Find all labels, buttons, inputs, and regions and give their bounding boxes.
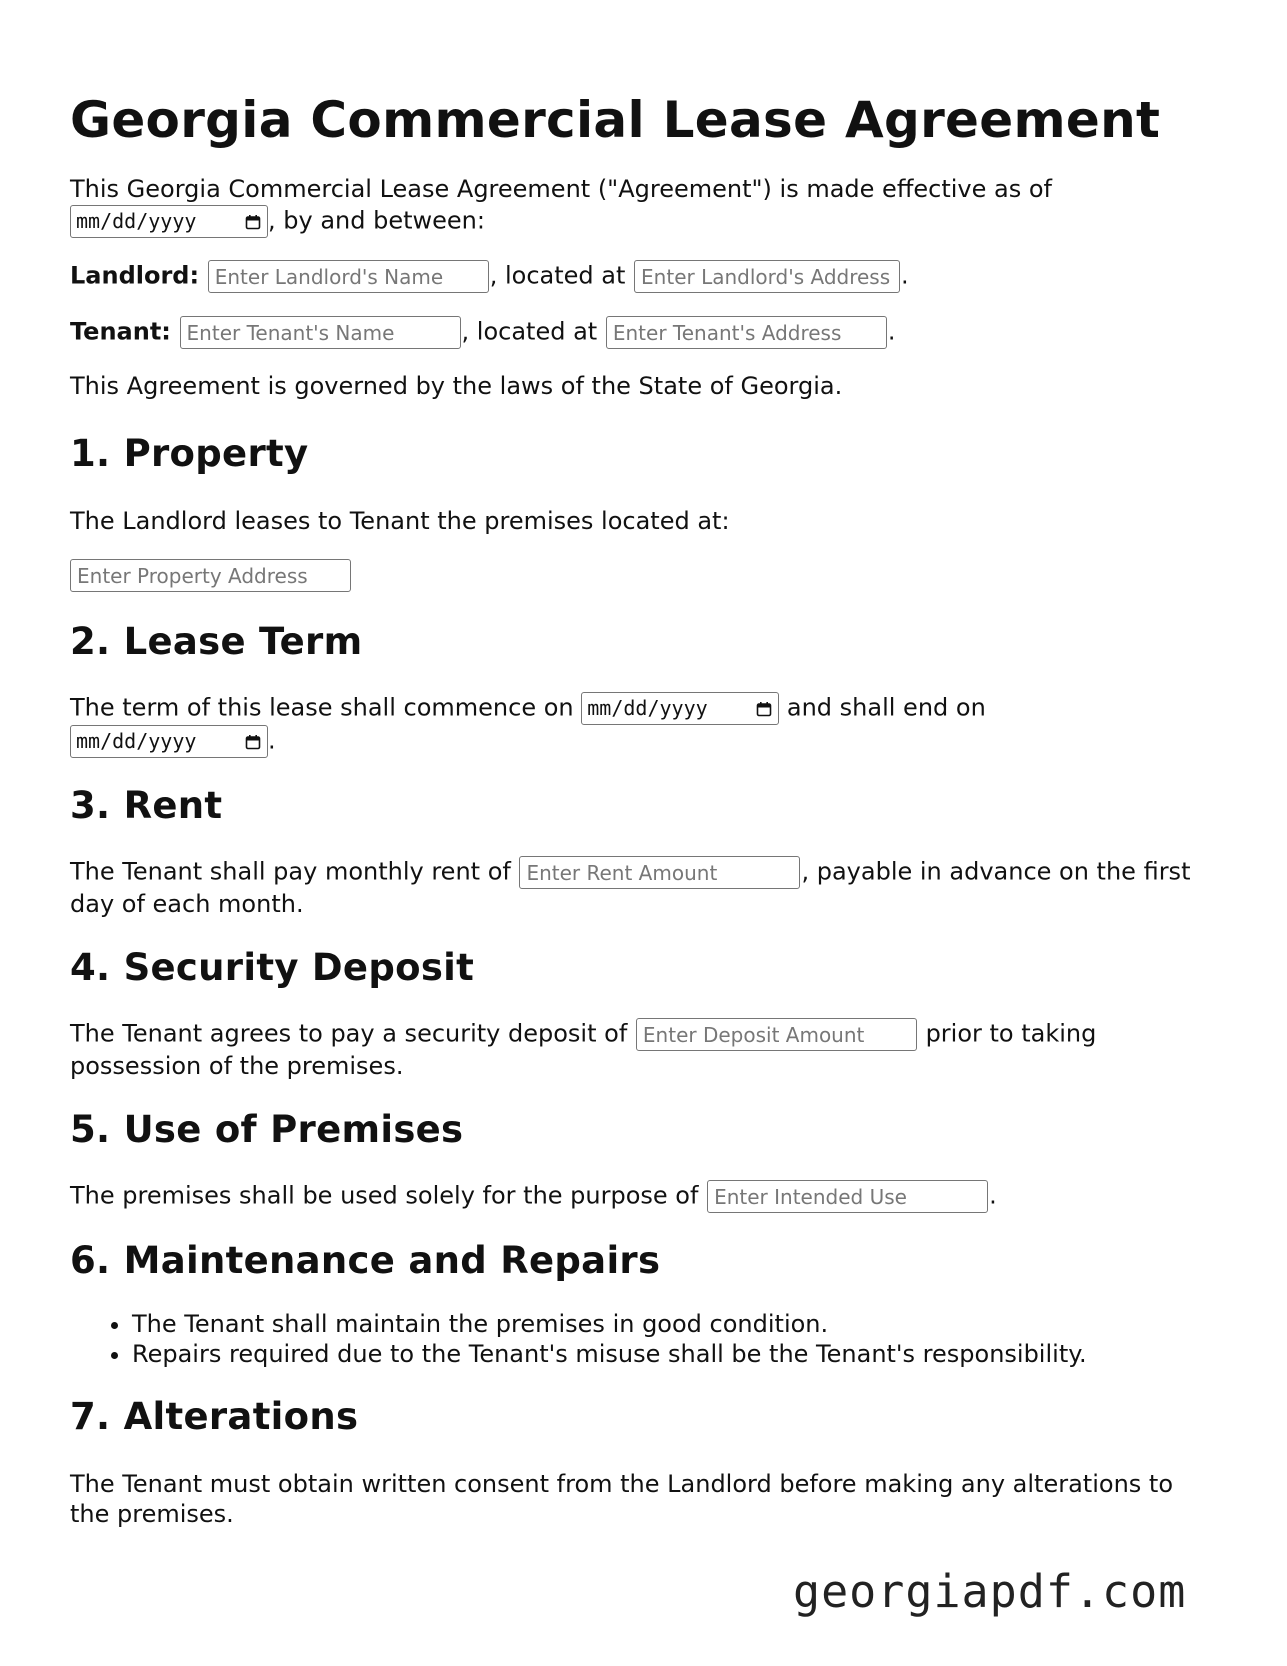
document-title: Georgia Commercial Lease Agreement xyxy=(70,91,1161,149)
tenant-line xyxy=(70,316,1220,349)
landlord-line xyxy=(70,260,1220,293)
tenant-name-input[interactable] xyxy=(180,316,461,349)
lease-end-placeholder: mm/dd/yyyy xyxy=(76,729,197,753)
deposit-paragraph xyxy=(70,1018,1220,1082)
deposit-text: The Tenant agrees to pay a security deposit of xyxy=(70,1019,628,1048)
use-end: . xyxy=(989,1181,997,1210)
watermark-text: georgiapdf.com xyxy=(793,1565,1187,1618)
landlord-name-input[interactable] xyxy=(208,260,489,293)
tenant-label: Tenant: xyxy=(70,317,171,346)
lease-term-text: The term of this lease shall commence on xyxy=(70,693,574,722)
governing-law-text: This Agreement is governed by the laws of the State of Georgia. xyxy=(70,372,843,400)
list-item: • Repairs required due to the Tenant's misuse shall be the Tenant's responsibility. xyxy=(132,1339,1220,1369)
use-text: The premises shall be used solely for the purpose of xyxy=(70,1181,699,1210)
intro-paragraph xyxy=(70,174,1220,238)
lease-start-placeholder: mm/dd/yyyy xyxy=(587,696,708,720)
rent-text: The Tenant shall pay monthly rent of xyxy=(70,857,511,886)
tenant-located-at: , located at xyxy=(461,317,598,346)
use-paragraph xyxy=(70,1180,1220,1213)
tenant-line-end: . xyxy=(887,317,896,346)
calendar-icon[interactable] xyxy=(756,701,772,717)
section-heading-alterations: 7. Alterations xyxy=(70,1395,359,1438)
maintenance-list xyxy=(70,1309,1220,1369)
intended-use-input[interactable] xyxy=(707,1180,988,1213)
effective-date-input[interactable] xyxy=(70,205,268,238)
deposit-amount-input[interactable] xyxy=(636,1018,917,1051)
rent-amount-input[interactable] xyxy=(519,856,800,889)
lease-term-end: . xyxy=(268,726,276,755)
landlord-label: Landlord: xyxy=(70,261,200,290)
rent-text-after: , payable in advance on the first day of each month. xyxy=(70,857,1191,918)
section-heading-maintenance: 6. Maintenance and Repairs xyxy=(70,1239,661,1282)
section-heading-lease-term: 2. Lease Term xyxy=(70,620,363,663)
landlord-located-at: , located at xyxy=(489,261,626,290)
calendar-icon[interactable] xyxy=(245,734,261,750)
property-address-line xyxy=(70,559,1220,592)
section-heading-use-of-premises: 5. Use of Premises xyxy=(70,1108,464,1151)
property-text: The Landlord leases to Tenant the premises located at: xyxy=(70,507,730,535)
section-heading-property: 1. Property xyxy=(70,432,309,475)
property-address-input[interactable] xyxy=(70,559,351,592)
section-heading-security-deposit: 4. Security Deposit xyxy=(70,946,475,989)
effective-date-placeholder: mm/dd/yyyy xyxy=(76,209,197,233)
section-heading-rent: 3. Rent xyxy=(70,784,223,827)
lease-term-middle-text: and shall end on xyxy=(786,693,986,722)
landlord-line-end: . xyxy=(901,261,909,290)
list-item: • The Tenant shall maintain the premises in good condition. xyxy=(132,1309,1220,1339)
intro-text-after: , by and between: xyxy=(268,206,485,235)
lease-end-date-input[interactable] xyxy=(70,725,268,758)
calendar-icon[interactable] xyxy=(245,214,261,230)
deposit-text-after: prior to taking possession of the premises. xyxy=(70,1019,1097,1080)
lease-start-date-input[interactable] xyxy=(581,692,779,725)
alterations-text: The Tenant must obtain written consent from the Landlord before making any alterations to the premises. xyxy=(70,1470,1174,1528)
tenant-address-input[interactable] xyxy=(606,316,887,349)
rent-paragraph xyxy=(70,856,1220,920)
intro-text: This Georgia Commercial Lease Agreement ("Agreement") is made effective as of xyxy=(70,175,1052,203)
lease-term-paragraph xyxy=(70,692,1220,758)
landlord-address-input[interactable] xyxy=(634,260,900,293)
document-page xyxy=(70,0,1220,1529)
